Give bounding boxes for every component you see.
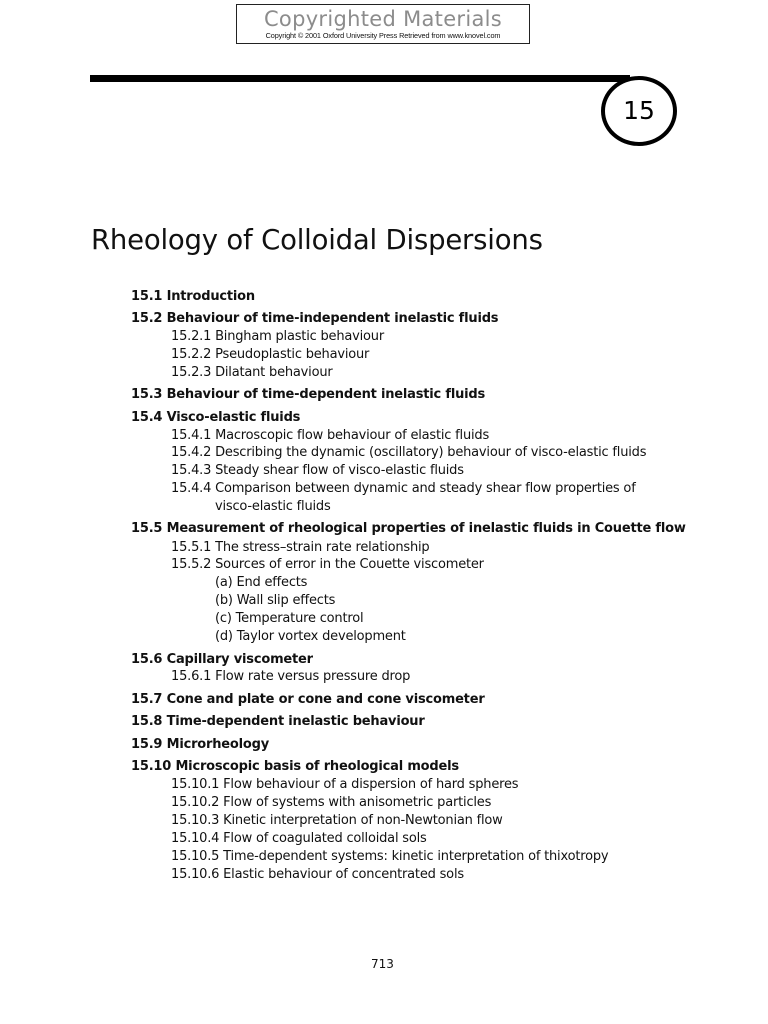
toc-subsection: 15.4.1 Macroscopic flow behaviour of elastic fluids <box>171 428 490 443</box>
toc-subsection: 15.10.6 Elastic behaviour of concentrated sols <box>171 867 464 882</box>
chapter-header-rule <box>90 75 630 82</box>
copyright-watermark <box>236 4 530 44</box>
toc-subsection: 15.4.4 Comparison between dynamic and steady shear flow properties of <box>171 481 636 496</box>
chapter-title: Rheology of Colloidal Dispersions <box>91 224 543 256</box>
toc-subsection: 15.10.1 Flow behaviour of a dispersion of hard spheres <box>171 777 519 792</box>
toc-item: (c) Temperature control <box>215 611 364 626</box>
toc-section: 15.6 Capillary viscometer <box>131 652 313 667</box>
toc-subsection: 15.10.2 Flow of systems with anisometric particles <box>171 795 492 810</box>
toc-subsection: 15.10.5 Time-dependent systems: kinetic interpretation of thixotropy <box>171 849 609 864</box>
toc-section: 15.4 Visco-elastic fluids <box>131 410 301 425</box>
toc-subsection: 15.2.1 Bingham plastic behaviour <box>171 329 384 344</box>
toc-item: (b) Wall slip effects <box>215 593 336 608</box>
toc-section: 15.10 Microscopic basis of rheological models <box>131 759 459 774</box>
toc-section: 15.9 Microrheology <box>131 737 270 752</box>
toc-section: 15.7 Cone and plate or cone and cone viscometer <box>131 692 485 707</box>
toc-item: (d) Taylor vortex development <box>215 629 406 644</box>
toc-section: 15.2 Behaviour of time-independent inelastic fluids <box>131 311 499 326</box>
toc-section: 15.3 Behaviour of time-dependent inelastic fluids <box>131 387 486 402</box>
page-number: 713 <box>371 957 394 971</box>
toc-subsection: 15.5.2 Sources of error in the Couette viscometer <box>171 557 484 572</box>
toc-section: 15.5 Measurement of rheological properties of inelastic fluids in Couette flow <box>131 521 686 536</box>
toc-section: 15.8 Time-dependent inelastic behaviour <box>131 714 425 729</box>
toc-item: visco-elastic fluids <box>215 499 331 514</box>
toc-subsection: 15.2.3 Dilatant behaviour <box>171 365 333 380</box>
chapter-number-badge: 15 <box>601 76 677 146</box>
toc-subsection: 15.5.1 The stress–strain rate relationship <box>171 540 430 555</box>
toc-item: (a) End effects <box>215 575 308 590</box>
watermark-title: Copyrighted Materials <box>263 7 503 31</box>
toc-subsection: 15.6.1 Flow rate versus pressure drop <box>171 669 411 684</box>
toc-subsection: 15.4.3 Steady shear flow of visco-elastic fluids <box>171 463 464 478</box>
toc-subsection: 15.10.4 Flow of coagulated colloidal sols <box>171 831 427 846</box>
toc-subsection: 15.2.2 Pseudoplastic behaviour <box>171 347 370 362</box>
toc-section: 15.1 Introduction <box>131 289 255 304</box>
toc-subsection: 15.10.3 Kinetic interpretation of non-Newtonian flow <box>171 813 503 828</box>
toc-subsection: 15.4.2 Describing the dynamic (oscillatory) behaviour of visco-elastic fluids <box>171 445 647 460</box>
watermark-subtitle: Copyright © 2001 Oxford University Press Retrieved from www.knovel.com <box>265 31 501 40</box>
